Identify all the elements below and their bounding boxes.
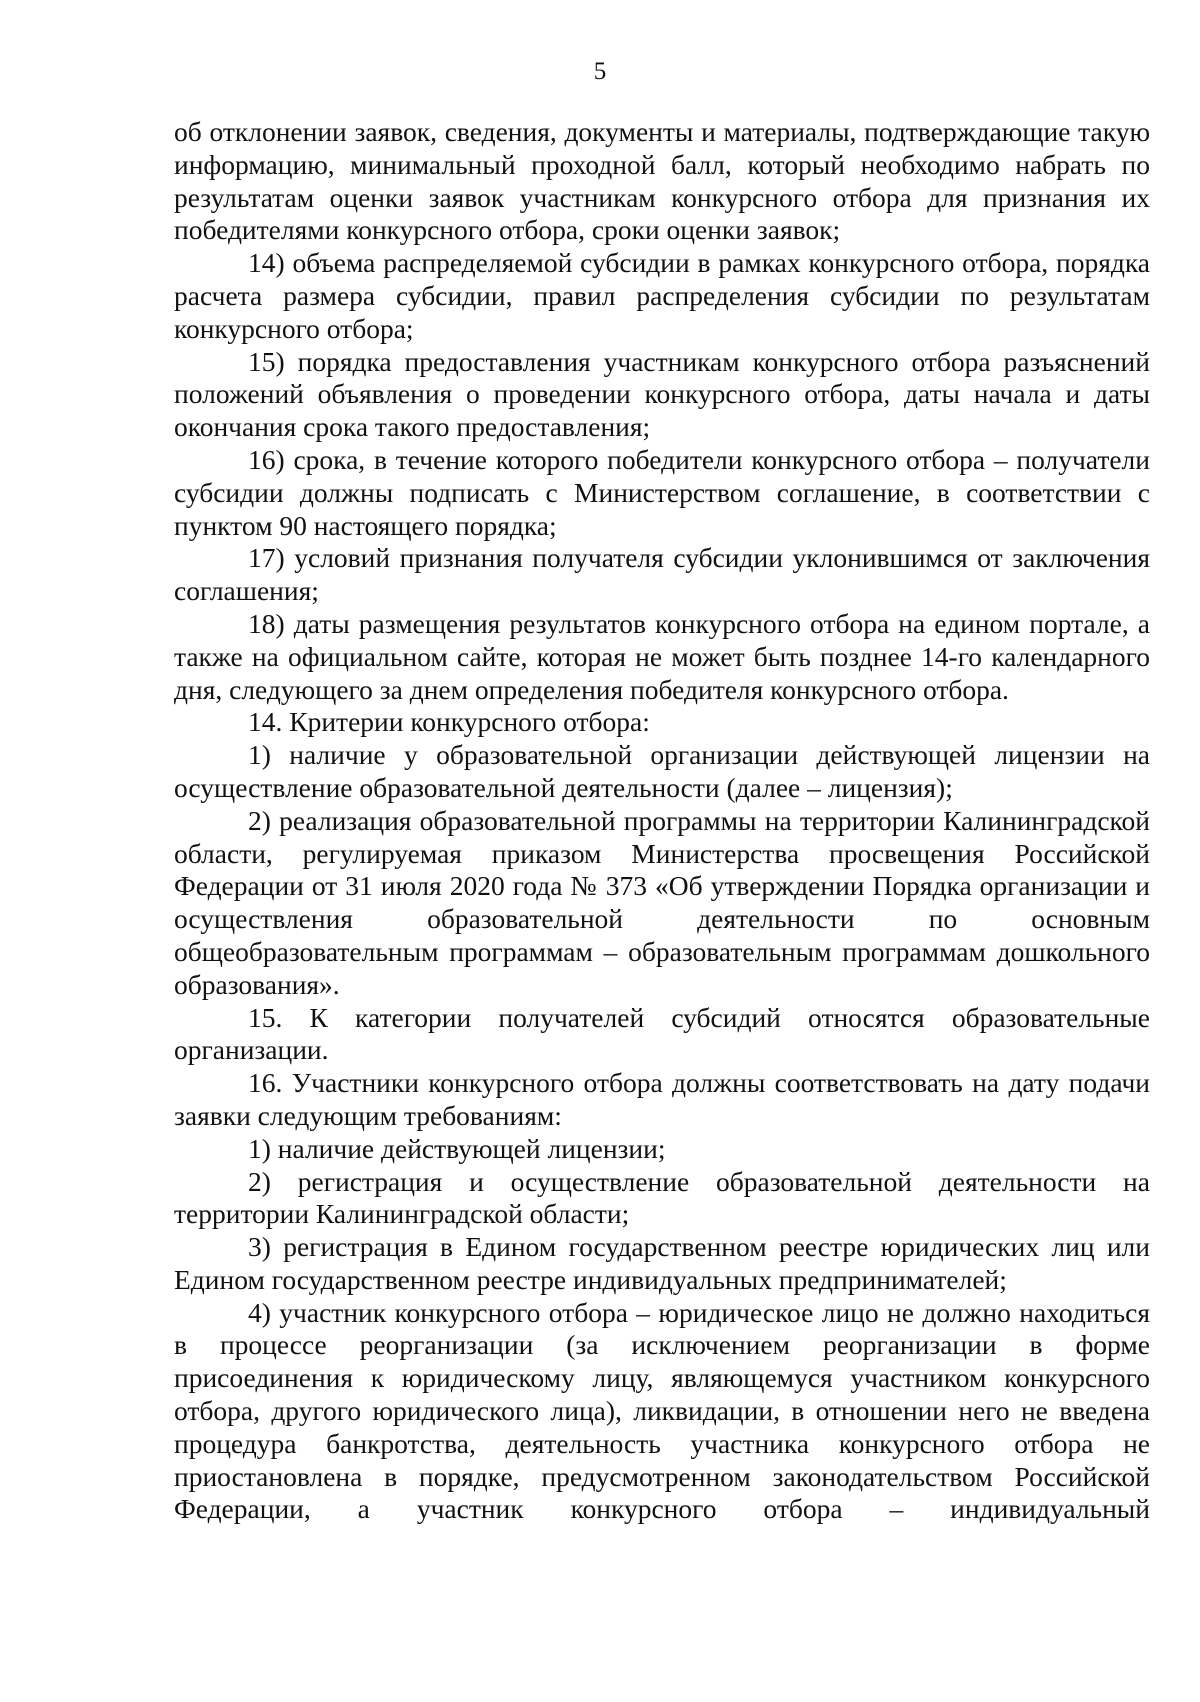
paragraph-item-17: 17) условий признания получателя субсидии уклонившимся от заключения соглашения; [174,542,1150,607]
paragraph-criterion-1: 1) наличие у образовательной организации действующей лицензии на осуществление образовательной деятельности (далее – лицензия); [174,739,1150,803]
paragraph-item-16: 16) срока, в течение которого победители конкурсного отбора – получатели субсидии должны подписать с Министерством соглашение, в соответствии с пунктом 90 настоящего порядка; [174,443,1150,541]
paragraph-continuation: об отклонении заявок, сведения, документы и материалы, подтверждающие такую информацию, минимальный проходной балл, который необходимо набрать по результатам оценки заявок участникам конкурсного отбора для признания их победителями конкурсного отбора, сроки оценки заявок; [174,116,1150,246]
paragraph-requirement-2: 2) регистрация и осуществление образовательной деятельности на территории Калининградской области; [174,1165,1150,1230]
paragraph-requirement-4: 4) участник конкурсного отбора – юридическое лицо не должно находиться в процессе реорганизации (за исключением реорганизации в форме присоединения к юридическому лицу, являющемуся участником конкурсного отбора, другого юридического лица), ликвидации, в отношении него не введена процедура банкротства, деятельность участника конкурсного отбора не приостановлена в порядке, предусмотренном законодательством Российской Федерации, а участник конкурсного отбора – индивидуальный [174,1296,1150,1525]
paragraph-item-14: 14) объема распределяемой субсидии в рамках конкурсного отбора, порядка расчета размера субсидии, правил распределения субсидии по результатам конкурсного отбора; [174,247,1150,344]
paragraph-requirement-3: 3) регистрация в Едином государственном реестре юридических лиц или Едином государственном реестре индивидуальных предпринимателей; [174,1231,1150,1295]
paragraph-requirement-1: 1) наличие действующей лицензии; [248,1132,666,1164]
paragraph-criterion-2: 2) реализация образовательной программы на территории Калининградской области, регулируемая приказом Министерства просвещения Российской Федерации от 31 июля 2020 года № 373 «Об утверждении Порядка организации и осуществления образовательной деятельности по основным общеобразовательным программам – образовательным программам дошкольного образования». [174,804,1150,1000]
paragraph-section-14: 14. Критерии конкурсного отбора: [248,706,650,738]
paragraph-section-16: 16. Участники конкурсного отбора должны соответствовать на дату подачи заявки следующим требованиям: [174,1067,1150,1131]
page-number: 5 [593,58,607,85]
paragraph-item-15: 15) порядка предоставления участникам конкурсного отбора разъяснений положений объявления о проведении конкурсного отбора, даты начала и даты окончания срока такого предоставления; [174,345,1150,443]
document-body [174,116,1150,1526]
paragraph-item-18: 18) даты размещения результатов конкурсного отбора на едином портале, а также на официальном сайте, которая не может быть позднее 14-го календарного дня, следующего за днем определения победителя конкурсного отбора. [174,607,1150,705]
paragraph-section-15: 15. К категории получателей субсидий относятся образовательные организации. [174,1001,1150,1066]
